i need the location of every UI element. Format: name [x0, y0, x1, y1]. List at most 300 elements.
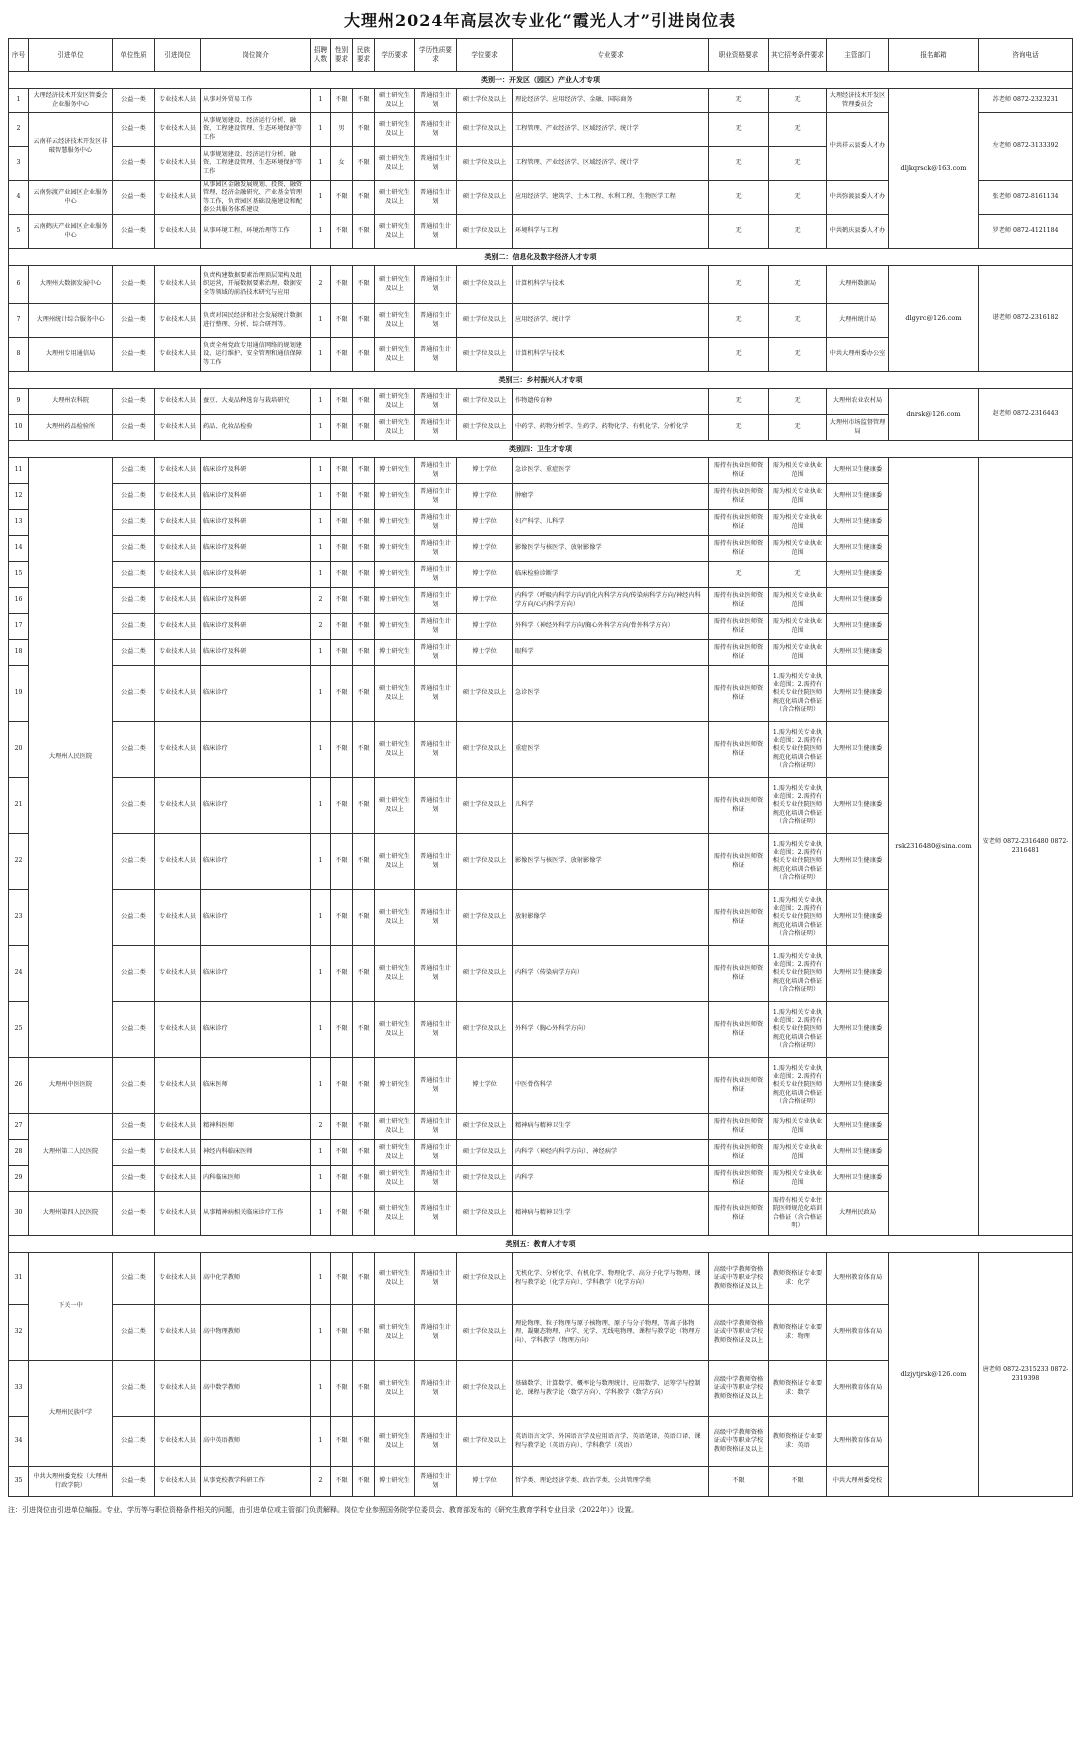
column-header: 引进岗位: [155, 39, 201, 72]
education-req: 博士研究生: [375, 1058, 415, 1114]
post-intro: 内科临床医师: [201, 1166, 311, 1192]
unit-nature: 公益二类: [113, 614, 155, 640]
unit-nature: 公益二类: [113, 1002, 155, 1058]
major-req: 肿瘤学: [513, 484, 709, 510]
degree-req: 硕士学位及以上: [457, 1192, 513, 1236]
gender-req: 不限: [331, 510, 353, 536]
contact-phone: 唐老师 0872-2315233 0872-2319398: [979, 1253, 1073, 1497]
row-number: 21: [9, 778, 29, 834]
headcount: 2: [311, 614, 331, 640]
supervising-dept: 大理州卫生健康委: [827, 1114, 889, 1140]
post-type: 专业技术人员: [155, 113, 201, 147]
qualification-req: 需持有执业医师资格证: [709, 890, 769, 946]
contact-phone: 谌老师 0872-2316182: [979, 266, 1073, 372]
headcount: 2: [311, 1467, 331, 1497]
post-intro: 从事园区金融发展规划、投资、融资管理、经济金融研究、产业基金管理等工作，负责园区基础设施建设和配套公共服务体系建设: [201, 181, 311, 215]
degree-req: 硕士学位及以上: [457, 1253, 513, 1305]
ethnic-req: 不限: [353, 1253, 375, 1305]
contact-phone: 左老师 0872-3133392: [979, 113, 1073, 181]
post-intro: 临床诊疗及科研: [201, 484, 311, 510]
post-type: 专业技术人员: [155, 304, 201, 338]
degree-req: 硕士学位及以上: [457, 1166, 513, 1192]
recruiting-unit: 大理州大数据发展中心: [29, 266, 113, 304]
row-number: 23: [9, 890, 29, 946]
gender-req: 不限: [331, 415, 353, 441]
education-type-req: 普通招生计划: [415, 113, 457, 147]
row-number: 33: [9, 1361, 29, 1417]
supervising-dept: 中共大理州委办公室: [827, 338, 889, 372]
degree-req: 硕士学位及以上: [457, 338, 513, 372]
supervising-dept: 中共鹤庆县委人才办: [827, 215, 889, 249]
row-number: 4: [9, 181, 29, 215]
post-intro: 高中数学教师: [201, 1361, 311, 1417]
major-req: 妇产科学、儿科学: [513, 510, 709, 536]
headcount: 1: [311, 1305, 331, 1361]
table-row: [9, 266, 1073, 304]
unit-nature: 公益二类: [113, 1305, 155, 1361]
gender-req: 不限: [331, 484, 353, 510]
major-req: 工程管理、产业经济学、区域经济学、统计学: [513, 113, 709, 147]
recruiting-unit: 大理州第二人民医院: [29, 1114, 113, 1192]
row-number: 14: [9, 536, 29, 562]
column-header: 学历要求: [375, 39, 415, 72]
degree-req: 硕士学位及以上: [457, 415, 513, 441]
headcount: 1: [311, 389, 331, 415]
contact-phone: 罗老师 0872-4121184: [979, 215, 1073, 249]
post-intro: 临床诊疗及科研: [201, 640, 311, 666]
gender-req: 不限: [331, 304, 353, 338]
gender-req: 不限: [331, 536, 353, 562]
education-type-req: 普通招生计划: [415, 1166, 457, 1192]
column-header: 学历性质要求: [415, 39, 457, 72]
degree-req: 博士学位: [457, 484, 513, 510]
qualification-req: 需持有执业医师资格证: [709, 1114, 769, 1140]
ethnic-req: 不限: [353, 1361, 375, 1417]
post-type: 专业技术人员: [155, 215, 201, 249]
ethnic-req: 不限: [353, 778, 375, 834]
contact-email: dljkqrsck@163.com: [889, 89, 979, 249]
education-type-req: 普通招生计划: [415, 536, 457, 562]
headcount: 1: [311, 666, 331, 722]
ethnic-req: 不限: [353, 304, 375, 338]
post-intro: 高中物理教师: [201, 1305, 311, 1361]
ethnic-req: 不限: [353, 946, 375, 1002]
education-req: 硕士研究生及以上: [375, 1002, 415, 1058]
unit-nature: 公益一类: [113, 113, 155, 147]
post-intro: 临床诊疗及科研: [201, 562, 311, 588]
qualification-req: 需持有执业医师资格证: [709, 1192, 769, 1236]
qualification-req: 需持有执业医师资格证: [709, 536, 769, 562]
qualification-req: 需持有执业医师资格证: [709, 778, 769, 834]
major-req: 外科学（神经外科学方向/胸心外科学方向/骨外科学方向）: [513, 614, 709, 640]
column-header: 序号: [9, 39, 29, 72]
major-req: 重症医学: [513, 722, 709, 778]
ethnic-req: 不限: [353, 89, 375, 113]
section-row: [9, 1236, 1073, 1253]
row-number: 32: [9, 1305, 29, 1361]
degree-req: 博士学位: [457, 510, 513, 536]
other-req: 教师资格证专业要求：化学: [769, 1253, 827, 1305]
degree-req: 硕士学位及以上: [457, 266, 513, 304]
other-req: 无: [769, 147, 827, 181]
qualification-req: 需持有执业医师资格证: [709, 1140, 769, 1166]
education-req: 硕士研究生及以上: [375, 1114, 415, 1140]
column-header: 单位性质: [113, 39, 155, 72]
unit-nature: 公益二类: [113, 510, 155, 536]
major-req: 计算机科学与技术: [513, 266, 709, 304]
major-req: 精神病与精神卫生学: [513, 1192, 709, 1236]
page-title: 大理州2024年高层次专业化“霞光人才”引进岗位表: [344, 11, 736, 30]
section-row: [9, 249, 1073, 266]
other-req: 需为相关专业执业范围: [769, 484, 827, 510]
column-header: 专业要求: [513, 39, 709, 72]
qualification-req: 高级中学教师资格证或中等职业学校教师资格证及以上: [709, 1361, 769, 1417]
education-req: 博士研究生: [375, 640, 415, 666]
degree-req: 硕士学位及以上: [457, 147, 513, 181]
recruiting-unit: 大理州第四人民医院: [29, 1192, 113, 1236]
major-req: 英语语言文学、外国语言学及应用语言学、英语笔译、英语口译、课程与教学论（英语方向）、学科教学（英语）: [513, 1417, 709, 1467]
unit-nature: 公益一类: [113, 1166, 155, 1192]
row-number: 29: [9, 1166, 29, 1192]
unit-nature: 公益二类: [113, 640, 155, 666]
qualification-req: 需持有执业医师资格证: [709, 1058, 769, 1114]
headcount: 1: [311, 215, 331, 249]
major-req: 工程管理、产业经济学、区域经济学、统计学: [513, 147, 709, 181]
section-row: [9, 72, 1073, 89]
post-type: 专业技术人员: [155, 640, 201, 666]
major-req: 作物遗传育种: [513, 389, 709, 415]
section-title: 类别四：卫生才专项: [9, 441, 1073, 458]
qualification-req: 无: [709, 304, 769, 338]
qualification-req: 无: [709, 389, 769, 415]
ethnic-req: 不限: [353, 536, 375, 562]
education-req: 硕士研究生及以上: [375, 304, 415, 338]
headcount: 1: [311, 1192, 331, 1236]
qualification-req: 高级中学教师资格证或中等职业学校教师资格证及以上: [709, 1253, 769, 1305]
ethnic-req: 不限: [353, 1140, 375, 1166]
contact-email: dnrsk@126.com: [889, 389, 979, 441]
unit-nature: 公益二类: [113, 778, 155, 834]
education-req: 硕士研究生及以上: [375, 1192, 415, 1236]
post-type: 专业技术人员: [155, 1253, 201, 1305]
major-req: 哲学类、理论经济学类、政治学类、公共管理学类: [513, 1467, 709, 1497]
ethnic-req: 不限: [353, 1467, 375, 1497]
post-type: 专业技术人员: [155, 666, 201, 722]
ethnic-req: 不限: [353, 266, 375, 304]
gender-req: 不限: [331, 640, 353, 666]
unit-nature: 公益二类: [113, 834, 155, 890]
recruiting-unit: 大理州民族中学: [29, 1361, 113, 1467]
headcount: 1: [311, 89, 331, 113]
post-type: 专业技术人员: [155, 89, 201, 113]
column-header: 报名邮箱: [889, 39, 979, 72]
major-req: 急诊医学、重症医学: [513, 458, 709, 484]
unit-nature: 公益二类: [113, 666, 155, 722]
supervising-dept: 大理州卫生健康委: [827, 458, 889, 484]
degree-req: 硕士学位及以上: [457, 181, 513, 215]
row-number: 10: [9, 415, 29, 441]
ethnic-req: 不限: [353, 510, 375, 536]
post-intro: 临床诊疗: [201, 666, 311, 722]
post-type: 专业技术人员: [155, 722, 201, 778]
unit-nature: 公益二类: [113, 1361, 155, 1417]
post-intro: 负责全州党政专用通信网络的规划建设、运行维护、安全管理和通信保障等工作: [201, 338, 311, 372]
recruiting-unit: 大理经济技术开发区管委会企业服务中心: [29, 89, 113, 113]
headcount: 2: [311, 1114, 331, 1140]
unit-nature: 公益二类: [113, 946, 155, 1002]
education-type-req: 普通招生计划: [415, 215, 457, 249]
post-type: 专业技术人员: [155, 1002, 201, 1058]
ethnic-req: 不限: [353, 834, 375, 890]
headcount: 1: [311, 1166, 331, 1192]
recruiting-unit: 云南弥渡产业园区企业服务中心: [29, 181, 113, 215]
row-number: 27: [9, 1114, 29, 1140]
qualification-req: 需持有执业医师资格证: [709, 458, 769, 484]
supervising-dept: 大理州卫生健康委: [827, 1058, 889, 1114]
major-req: 外科学（胸心外科学方向）: [513, 1002, 709, 1058]
ethnic-req: 不限: [353, 338, 375, 372]
ethnic-req: 不限: [353, 1417, 375, 1467]
contact-phone: 安老师 0872-2316480 0872-2316481: [979, 458, 1073, 1236]
degree-req: 硕士学位及以上: [457, 666, 513, 722]
qualification-req: 无: [709, 147, 769, 181]
headcount: 1: [311, 778, 331, 834]
recruiting-unit: 下关一中: [29, 1253, 113, 1361]
post-intro: 从事对外贸易工作: [201, 89, 311, 113]
other-req: 无: [769, 113, 827, 147]
column-header: 民族要求: [353, 39, 375, 72]
recruiting-unit: 中共大理州委党校（大理州行政学院）: [29, 1467, 113, 1497]
education-type-req: 普通招生计划: [415, 266, 457, 304]
recruitment-table: [8, 38, 1073, 1497]
headcount: 1: [311, 415, 331, 441]
unit-nature: 公益二类: [113, 588, 155, 614]
supervising-dept: 大理州教育体育局: [827, 1253, 889, 1305]
degree-req: 博士学位: [457, 640, 513, 666]
ethnic-req: 不限: [353, 147, 375, 181]
education-req: 硕士研究生及以上: [375, 1417, 415, 1467]
unit-nature: 公益二类: [113, 890, 155, 946]
qualification-req: 无: [709, 215, 769, 249]
education-req: 硕士研究生及以上: [375, 666, 415, 722]
post-intro: 高中化学教师: [201, 1253, 311, 1305]
column-header: 咨询电话: [979, 39, 1073, 72]
post-intro: 负责构建数据要素治理顶层架构及组织运营，开展数据要素治理、数据安全等领域的前沿技术研究与应用: [201, 266, 311, 304]
unit-nature: 公益二类: [113, 1058, 155, 1114]
other-req: 需为相关专业执业范围: [769, 1114, 827, 1140]
supervising-dept: 大理州卫生健康委: [827, 536, 889, 562]
supervising-dept: 大理州农业农村局: [827, 389, 889, 415]
row-number: 24: [9, 946, 29, 1002]
unit-nature: 公益一类: [113, 389, 155, 415]
column-header: 岗位简介: [201, 39, 311, 72]
post-intro: 负责对国民经济和社会发展统计数据进行整理、分析、综合研判等。: [201, 304, 311, 338]
post-intro: 从事精神病相关临床诊疗工作: [201, 1192, 311, 1236]
gender-req: 不限: [331, 614, 353, 640]
education-req: 硕士研究生及以上: [375, 389, 415, 415]
unit-nature: 公益二类: [113, 722, 155, 778]
supervising-dept: 大理州民政局: [827, 1192, 889, 1236]
education-req: 博士研究生: [375, 510, 415, 536]
education-type-req: 普通招生计划: [415, 1002, 457, 1058]
headcount: 1: [311, 113, 331, 147]
section-row: [9, 441, 1073, 458]
gender-req: 不限: [331, 1140, 353, 1166]
education-req: 硕士研究生及以上: [375, 147, 415, 181]
post-intro: 临床诊疗及科研: [201, 614, 311, 640]
degree-req: 硕士学位及以上: [457, 1361, 513, 1417]
post-intro: 高中英语教师: [201, 1417, 311, 1467]
headcount: 1: [311, 834, 331, 890]
degree-req: 硕士学位及以上: [457, 1140, 513, 1166]
major-req: 中药学、药物分析学、生药学、药物化学、有机化学、分析化学: [513, 415, 709, 441]
degree-req: 硕士学位及以上: [457, 946, 513, 1002]
post-type: 专业技术人员: [155, 1058, 201, 1114]
unit-nature: 公益一类: [113, 1140, 155, 1166]
post-type: 专业技术人员: [155, 338, 201, 372]
other-req: 需为相关专业执业范围: [769, 1166, 827, 1192]
unit-nature: 公益一类: [113, 1467, 155, 1497]
row-number: 30: [9, 1192, 29, 1236]
post-type: 专业技术人员: [155, 1361, 201, 1417]
supervising-dept: 中共祥云县委人才办: [827, 113, 889, 181]
gender-req: 不限: [331, 266, 353, 304]
qualification-req: 无: [709, 338, 769, 372]
gender-req: 不限: [331, 181, 353, 215]
education-type-req: 普通招生计划: [415, 304, 457, 338]
ethnic-req: 不限: [353, 458, 375, 484]
other-req: 需为相关专业执业范围: [769, 458, 827, 484]
education-req: 硕士研究生及以上: [375, 415, 415, 441]
table-row: [9, 89, 1073, 113]
gender-req: 不限: [331, 1305, 353, 1361]
gender-req: 不限: [331, 1002, 353, 1058]
supervising-dept: 大理州卫生健康委: [827, 562, 889, 588]
table-row: [9, 389, 1073, 415]
education-type-req: 普通招生计划: [415, 1192, 457, 1236]
unit-nature: 公益一类: [113, 266, 155, 304]
gender-req: 不限: [331, 1058, 353, 1114]
post-type: 专业技术人员: [155, 1192, 201, 1236]
post-type: 专业技术人员: [155, 1467, 201, 1497]
education-type-req: 普通招生计划: [415, 1140, 457, 1166]
section-title: 类别三：乡村振兴人才专项: [9, 372, 1073, 389]
row-number: 12: [9, 484, 29, 510]
education-type-req: 普通招生计划: [415, 415, 457, 441]
education-type-req: 普通招生计划: [415, 778, 457, 834]
supervising-dept: 大理州统计局: [827, 304, 889, 338]
ethnic-req: 不限: [353, 1305, 375, 1361]
supervising-dept: 大理州卫生健康委: [827, 1002, 889, 1058]
other-req: 无: [769, 181, 827, 215]
post-type: 专业技术人员: [155, 946, 201, 1002]
unit-nature: 公益一类: [113, 89, 155, 113]
degree-req: 硕士学位及以上: [457, 389, 513, 415]
other-req: 需为相关专业执业范围: [769, 1140, 827, 1166]
row-number: 6: [9, 266, 29, 304]
unit-nature: 公益二类: [113, 1253, 155, 1305]
ethnic-req: 不限: [353, 1192, 375, 1236]
qualification-req: 需持有执业医师资格证: [709, 510, 769, 536]
supervising-dept: 大理州卫生健康委: [827, 510, 889, 536]
recruiting-unit: 大理州统计综合服务中心: [29, 304, 113, 338]
gender-req: 男: [331, 113, 353, 147]
headcount: 1: [311, 484, 331, 510]
other-req: 1.需为相关专业执业范围；2.需持有相关专业住院医师规范化培训合格证（含合格证明）: [769, 666, 827, 722]
row-number: 28: [9, 1140, 29, 1166]
degree-req: 博士学位: [457, 614, 513, 640]
other-req: 1.需为相关专业执业范围；2.需持有相关专业住院医师规范化培训合格证（含合格证明）: [769, 834, 827, 890]
row-number: 31: [9, 1253, 29, 1305]
headcount: 1: [311, 181, 331, 215]
headcount: 1: [311, 536, 331, 562]
ethnic-req: 不限: [353, 1058, 375, 1114]
education-type-req: 普通招生计划: [415, 562, 457, 588]
row-number: 13: [9, 510, 29, 536]
footnote: 注：引进岗位由引进单位编报。专业、学历等与职位资格条件相关的问题，由引进单位或主管部门负责解释。岗位专业参照国务院学位委员会、教育部发布的《研究生教育学科专业目录（2022年）》设置。: [8, 1506, 639, 1514]
other-req: 需为相关专业执业范围: [769, 640, 827, 666]
post-type: 专业技术人员: [155, 415, 201, 441]
unit-nature: 公益二类: [113, 536, 155, 562]
other-req: 1.需为相关专业执业范围；2.需持有相关专业住院医师规范化培训合格证（含合格证明）: [769, 722, 827, 778]
qualification-req: 需持有执业医师资格证: [709, 588, 769, 614]
gender-req: 不限: [331, 1192, 353, 1236]
row-number: 9: [9, 389, 29, 415]
unit-nature: 公益二类: [113, 1417, 155, 1467]
education-req: 硕士研究生及以上: [375, 266, 415, 304]
post-intro: 临床诊疗: [201, 890, 311, 946]
other-req: 无: [769, 266, 827, 304]
qualification-req: 无: [709, 181, 769, 215]
supervising-dept: 大理州卫生健康委: [827, 484, 889, 510]
other-req: 无: [769, 338, 827, 372]
row-number: 25: [9, 1002, 29, 1058]
post-type: 专业技术人员: [155, 147, 201, 181]
education-type-req: 普通招生计划: [415, 1305, 457, 1361]
row-number: 15: [9, 562, 29, 588]
major-req: 环境科学与工程: [513, 215, 709, 249]
row-number: 7: [9, 304, 29, 338]
post-type: 专业技术人员: [155, 890, 201, 946]
qualification-req: 需持有执业医师资格证: [709, 722, 769, 778]
gender-req: 不限: [331, 1253, 353, 1305]
education-req: 硕士研究生及以上: [375, 1361, 415, 1417]
supervising-dept: 大理州卫生健康委: [827, 1140, 889, 1166]
gender-req: 不限: [331, 1114, 353, 1140]
supervising-dept: 中共大理州委党校: [827, 1467, 889, 1497]
post-intro: 从事规划建设、经济运行分析、融资、工程建设管理、生态环境保护等工作: [201, 113, 311, 147]
supervising-dept: 大理州卫生健康委: [827, 778, 889, 834]
post-type: 专业技术人员: [155, 1305, 201, 1361]
section-title: 类别一：开发区（园区）产业人才专项: [9, 72, 1073, 89]
other-req: 1.需为相关专业执业范围；2.需持有相关专业住院医师规范化培训合格证（含合格证明）: [769, 890, 827, 946]
supervising-dept: 大理州卫生健康委: [827, 890, 889, 946]
qualification-req: 需持有执业医师资格证: [709, 640, 769, 666]
other-req: 需持有相关专业住院医师规范化培训合格证（含合格证明）: [769, 1192, 827, 1236]
ethnic-req: 不限: [353, 113, 375, 147]
supervising-dept: 大理州卫生健康委: [827, 834, 889, 890]
education-type-req: 普通招生计划: [415, 1253, 457, 1305]
gender-req: 不限: [331, 1166, 353, 1192]
other-req: 需为相关专业执业范围: [769, 510, 827, 536]
recruiting-unit: 大理州农科院: [29, 389, 113, 415]
other-req: 1.需为相关专业执业范围；2.需持有相关专业住院医师规范化培训合格证（含合格证明）: [769, 1058, 827, 1114]
major-req: 临床检验诊断学: [513, 562, 709, 588]
gender-req: 不限: [331, 458, 353, 484]
education-type-req: 普通招生计划: [415, 89, 457, 113]
other-req: 需为相关专业执业范围: [769, 614, 827, 640]
other-req: 1.需为相关专业执业范围；2.需持有相关专业住院医师规范化培训合格证（含合格证明）: [769, 1002, 827, 1058]
